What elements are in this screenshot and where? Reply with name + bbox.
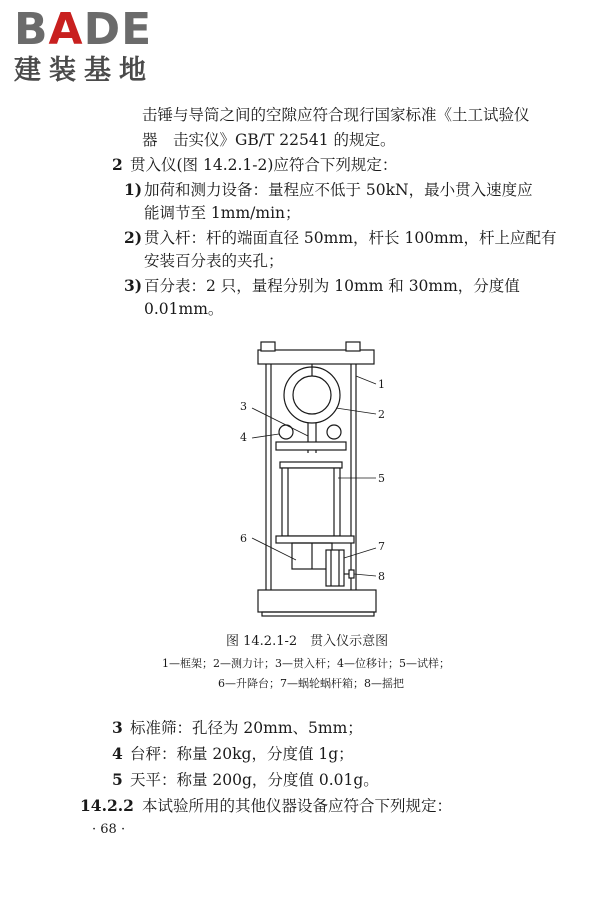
figure-label-1: 1 bbox=[378, 378, 385, 391]
frame-top-beam bbox=[258, 350, 374, 364]
subitem-text: 百分表：2 只，量程分别为 10mm 和 30mm，分度值 bbox=[144, 277, 520, 295]
item-text: 天平：称量 200g，分度值 0.01g。 bbox=[130, 771, 379, 789]
hand-crank-knob bbox=[349, 570, 354, 578]
section-text: 本试验所用的其他仪器设备应符合下列规定： bbox=[142, 797, 453, 815]
subitem-number: 1) bbox=[124, 180, 143, 199]
gauge-bracket bbox=[276, 442, 346, 450]
figure-label-5: 5 bbox=[378, 472, 385, 485]
paragraph-line: 器 击实仪》GB/T 22541 的规定。 bbox=[142, 131, 396, 149]
subitem-text: 加荷和测力设备：量程应不低于 50kN，最小贯入速度应 bbox=[144, 181, 533, 199]
subitem-number: 2) bbox=[124, 228, 143, 247]
logo bbox=[14, 4, 184, 86]
subitem-text-continued: 0.01mm。 bbox=[144, 300, 224, 318]
item-text: 台秤：称量 20kg，分度值 1g； bbox=[130, 745, 354, 763]
item-number: 2 bbox=[112, 155, 123, 174]
dial-gauge-right bbox=[327, 425, 341, 439]
leader-line-8 bbox=[354, 574, 376, 576]
subitem-text-continued: 能调节至 1mm/min； bbox=[144, 204, 301, 222]
specimen-mould bbox=[282, 468, 340, 536]
figure-label-2: 2 bbox=[378, 408, 385, 421]
subitem-text-continued: 安装百分表的夹孔； bbox=[144, 252, 284, 270]
frame-top-right-nut bbox=[346, 342, 360, 351]
leader-line-1 bbox=[356, 376, 376, 384]
penetrometer-diagram bbox=[230, 338, 400, 620]
item-number: 4 bbox=[112, 744, 123, 763]
paragraph-line: 击锤与导筒之间的空隙应符合现行国家标准《土工试验仪 bbox=[142, 106, 530, 124]
subitem-text: 贯入杆：杆的端面直径 50mm，杆长 100mm，杆上应配有 bbox=[144, 229, 557, 247]
figure-label-4: 4 bbox=[240, 431, 247, 444]
base-foot bbox=[262, 612, 374, 616]
page-number: · 68 · bbox=[92, 822, 126, 837]
logo-wordmark: BADE bbox=[14, 4, 153, 55]
frame-base bbox=[258, 590, 376, 612]
worm-gear-box bbox=[326, 550, 344, 586]
figure-legend-line: 1—框架；2—测力计；3—贯入杆；4—位移计；5—试样； bbox=[162, 657, 450, 670]
figure-legend-line: 6—升降台；7—蜗轮蜗杆箱；8—摇把 bbox=[218, 677, 404, 690]
section-number: 14.2.2 bbox=[80, 796, 134, 815]
item-number: 5 bbox=[112, 770, 123, 789]
item-number: 3 bbox=[112, 718, 123, 737]
figure-label-6: 6 bbox=[240, 532, 247, 545]
figure-label-3: 3 bbox=[240, 400, 247, 413]
leader-line-7 bbox=[344, 548, 376, 558]
lifting-platform bbox=[276, 536, 354, 543]
surcharge-plate bbox=[280, 462, 342, 468]
figure-label-7: 7 bbox=[378, 540, 385, 553]
frame-top-left-nut bbox=[261, 342, 275, 351]
figure-caption: 图 14.2.1-2 贯入仪示意图 bbox=[226, 634, 389, 649]
item-text: 贯入仪(图 14.2.1-2)应符合下列规定： bbox=[130, 156, 398, 174]
item-text: 标准筛：孔径为 20mm、5mm； bbox=[130, 719, 363, 737]
figure-label-8: 8 bbox=[378, 570, 385, 583]
logo-chinese-name: 建装基地 bbox=[14, 55, 154, 86]
subitem-number: 3) bbox=[124, 276, 143, 295]
